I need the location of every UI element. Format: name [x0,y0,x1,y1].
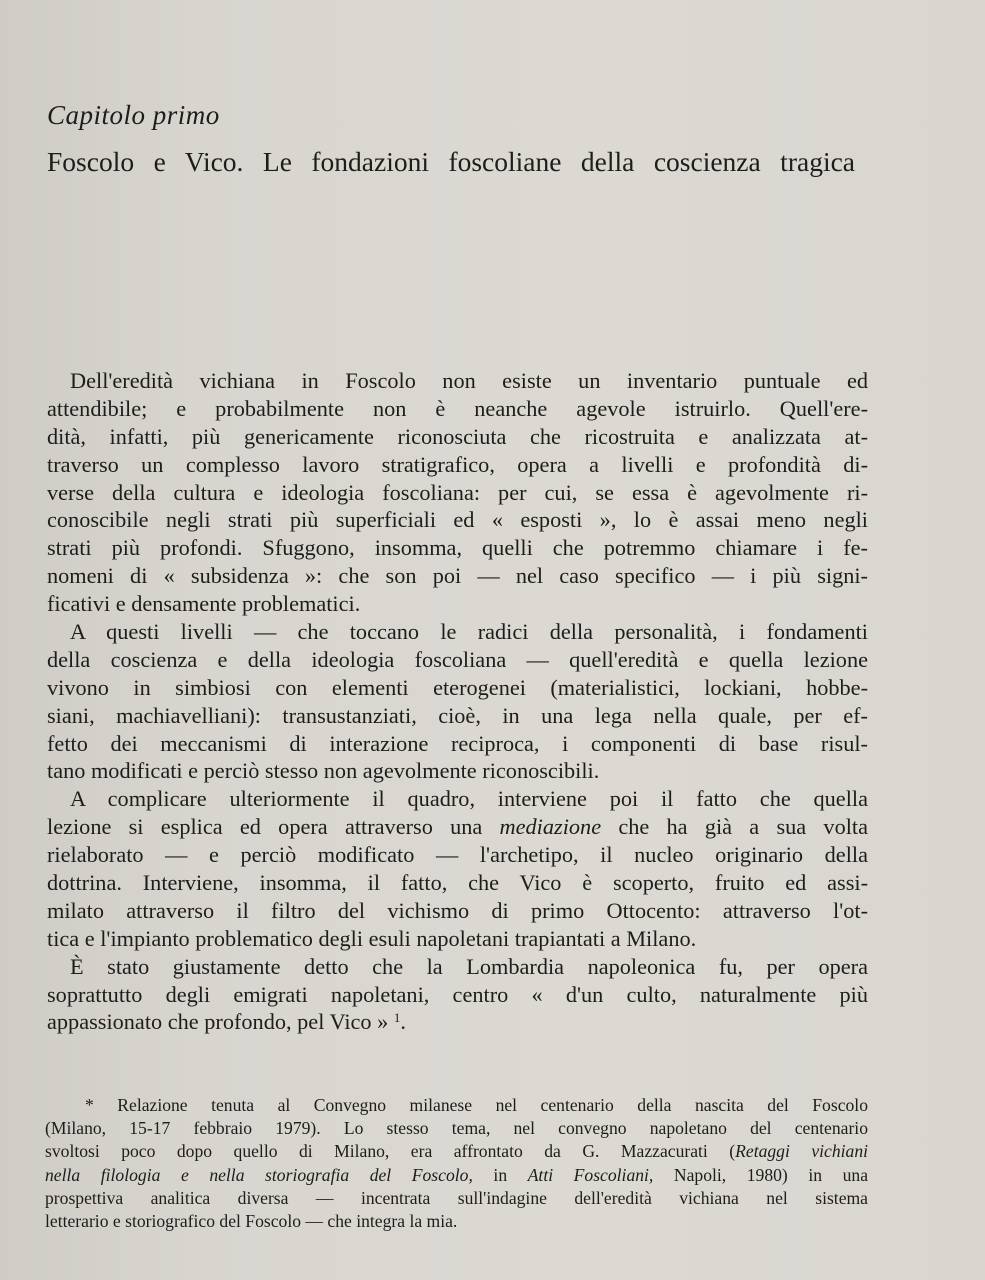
paragraph-line [47,702,868,730]
paragraph-line [47,451,868,479]
footnote-line [45,1164,868,1187]
text-segment: Retaggi vichiani [735,1141,868,1162]
text-segment: rielaborato — e perciò modificato — l'archetipo, il nucleo originario della [47,842,868,868]
text-segment: ficativi e densamente problematici. [47,591,361,617]
footnote-line [45,1210,868,1233]
paragraph-line [47,841,868,869]
text-segment: A complicare ulteriormente il quadro, interviene poi il fatto che quella [70,786,868,812]
text-segment: Napoli, 1980) in una [653,1164,868,1185]
footnote-line [45,1187,868,1210]
text-segment: appassionato che profondo, pel Vico » [47,1009,394,1035]
text-segment: traverso un complesso lavoro stratigrafico, opera a livelli e profondità di- [47,451,868,477]
text-segment: lezione si esplica ed opera attraverso una [47,814,500,840]
text-segment: svoltosi poco dopo quello di Milano, era affrontato da G. Mazzacurati ( [45,1141,736,1162]
paragraph-line [47,534,868,562]
text-segment: in [472,1164,528,1185]
paragraph-line [47,646,868,674]
paragraph-line [47,925,868,953]
paragraph-line [47,757,868,785]
paragraph-line [47,813,868,841]
body-text [47,367,868,1036]
text-segment: vivono in simbiosi con elementi eterogenei (materialistici, lockiani, hobbe- [47,674,868,700]
text-segment: della coscienza e della ideologia foscoliana — quell'eredità e quella lezione [47,646,868,672]
text-segment: letterario e storiografico del Foscolo — che integra la mia. [45,1210,458,1231]
text-segment: È stato giustamente detto che la Lombardia napoleonica fu, per opera [70,953,868,979]
text-segment: che ha già a sua volta [601,814,868,840]
text-segment: attendibile; e probabilmente non è neanche agevole istruirlo. Quell'ere- [47,395,868,421]
text-segment: Dell'eredità vichiana in Foscolo non esiste un inventario puntuale ed [70,368,868,393]
paragraph-line [47,395,868,423]
text-segment: conoscibile negli strati più superficiali ed « esposti », lo è assai meno negli [47,507,868,533]
text-segment: (Milano, 15-17 febbraio 1979). Lo stesso tema, nel convegno napoletano del centenario [45,1118,868,1139]
paragraph-line [47,506,868,534]
chapter-label: Capitolo primo [47,100,220,130]
text-segment: . [400,1009,406,1035]
footnote-line [45,1140,868,1163]
footnote-reference: 1 [393,1010,401,1026]
text-segment: fetto dei meccanismi di interazione reciproca, i componenti di base risul- [47,730,868,756]
paragraph-line [47,423,868,451]
paragraph-line [47,562,868,590]
text-segment: milato attraverso il filtro del vichismo di primo Ottocento: attraverso l'ot- [47,897,868,923]
paragraph-line [47,981,868,1009]
chapter-title: Foscolo e Vico. Le fondazioni foscoliane della coscienza tragica [47,146,855,177]
text-segment: prospettiva analitica diversa — incentrata sull'indagine dell'eredità vichiana nel sistema [45,1187,868,1208]
paragraph-line [47,785,868,813]
paragraph-line [47,367,868,395]
text-segment: * Relazione tenuta al Convegno milanese nel centenario della nascita del Foscolo [85,1095,868,1115]
text-segment: dottrina. Interviene, insomma, il fatto, che Vico è scoperto, fruito ed assi- [47,870,868,896]
paragraph-line [47,590,868,618]
text-segment: A questi livelli — che toccano le radici della personalità, i fondamenti [70,619,868,645]
text-segment: dità, infatti, più genericamente riconosciuta che ricostruita e analizzata at- [47,423,868,449]
text-segment: tica e l'impianto problematico degli esuli napoletani trapiantati a Milano. [47,925,697,951]
paragraph-line [47,479,868,507]
text-segment: siani, machiavelliani): transustanziati, cioè, in una lega nella quale, per ef- [47,702,868,728]
text-segment: verse della cultura e ideologia foscoliana: per cui, se essa è agevolmente ri- [47,479,868,505]
text-segment: soprattutto degli emigrati napoletani, centro « d'un culto, naturalmente più [47,981,868,1007]
text-segment: mediazione [499,814,602,840]
paragraph-line [47,1008,868,1036]
text-segment: nella filologia e nella storiografia del Foscolo, [45,1164,473,1185]
paragraph-line [47,618,868,646]
footnote [45,1094,868,1233]
footnote-line [45,1117,868,1140]
footnote-line [45,1094,868,1117]
text-segment: strati più profondi. Sfuggono, insomma, quelli che potremmo chiamare i fe- [47,535,868,561]
paragraph-line [47,897,868,925]
paragraph-line [47,953,868,981]
text-segment: tano modificati e perciò stesso non agevolmente riconoscibili. [47,758,600,784]
text-segment: Atti Foscoliani, [527,1164,654,1185]
paragraph-line [47,674,868,702]
text-segment: nomeni di « subsidenza »: che son poi — nel caso specifico — i più signi- [47,563,868,589]
paragraph-line [47,869,868,897]
paragraph-line [47,730,868,758]
